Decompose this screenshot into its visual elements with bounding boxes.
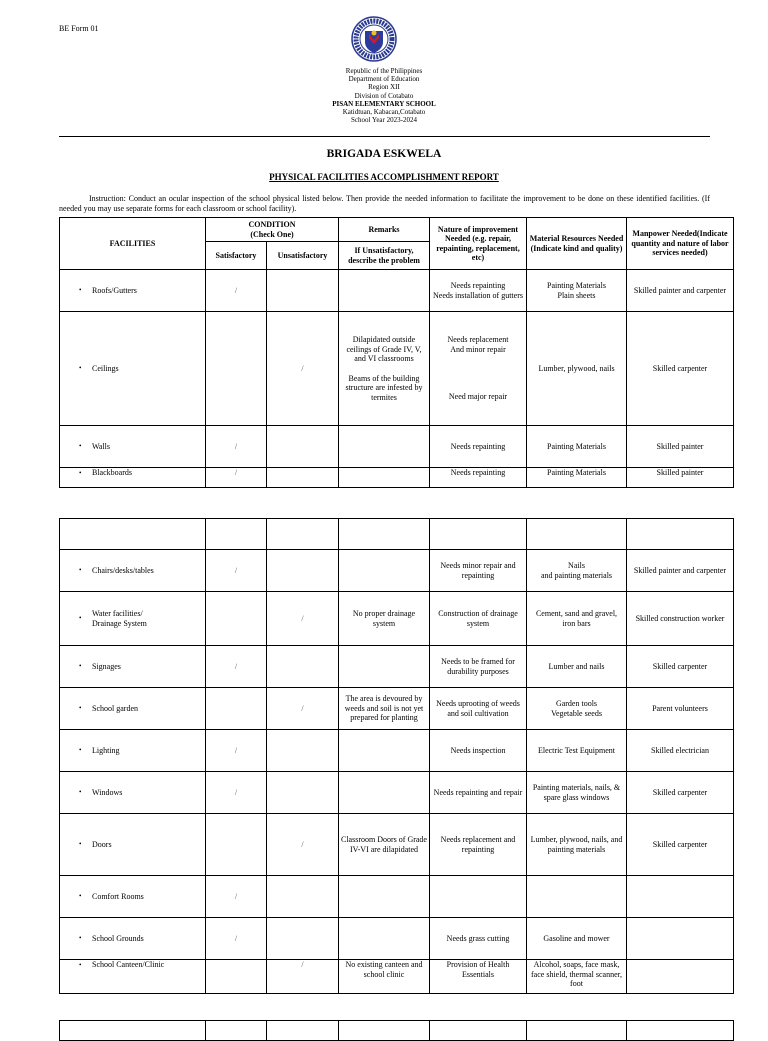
school-year: School Year 2023-2024 <box>351 116 417 125</box>
facility-cell: • Comfort Rooms <box>60 876 206 918</box>
manpower-cell: Parent volunteers <box>627 688 734 730</box>
satisfactory-mark <box>206 814 267 876</box>
remarks-line: Beams of the building structure are infested by termites <box>345 373 423 402</box>
manpower-cell: Skilled construction worker <box>627 592 734 646</box>
nature-cell: Needs replacement and repainting <box>430 814 527 876</box>
facility-cell: • Walls <box>60 426 206 468</box>
satisfactory-mark: / <box>206 918 267 960</box>
satisfactory-mark: / <box>206 550 267 592</box>
remarks-cell <box>339 468 430 488</box>
facility-cell: • Lighting <box>60 730 206 772</box>
nature-cell: Needs to be framed for durability purposes <box>430 646 527 688</box>
facility-cell: •Water facilities/ Drainage System <box>60 592 206 646</box>
unsatisfactory-mark <box>267 730 339 772</box>
remarks-cell <box>339 270 430 312</box>
satisfactory-mark <box>206 960 267 994</box>
nature-cell: Needs minor repair and repainting <box>430 550 527 592</box>
material-cell: Gasoline and mower <box>527 918 627 960</box>
table-row <box>60 814 734 876</box>
facility-cell: • School Canteen/Clinic <box>60 960 206 994</box>
unsatisfactory-mark <box>267 426 339 468</box>
material-cell: Painting materials, nails, & spare glass windows <box>527 772 627 814</box>
unsatisfactory-mark: / <box>267 814 339 876</box>
nature-line: Needs replacement And minor repair <box>447 335 509 354</box>
manpower-cell: Skilled carpenter <box>627 772 734 814</box>
nature-cell: Needs uprooting of weeds and soil cultivation <box>430 688 527 730</box>
remarks-cell <box>339 312 430 426</box>
manpower-cell <box>627 918 734 960</box>
table-row <box>60 772 734 814</box>
unsatisfactory-mark <box>267 876 339 918</box>
manpower-cell: Skilled carpenter <box>627 312 734 426</box>
facility-cell: • Windows <box>60 772 206 814</box>
manpower-cell: Skilled painter and carpenter <box>627 270 734 312</box>
col-material: Material Resources Needed (Indicate kind and quality) <box>527 218 627 270</box>
header-divider <box>59 136 710 137</box>
manpower-cell: Skilled painter and carpenter <box>627 550 734 592</box>
unsatisfactory-mark <box>267 550 339 592</box>
facility-cell: • School Grounds <box>60 918 206 960</box>
facility-cell: • Ceilings <box>60 312 206 426</box>
table-row <box>60 312 734 426</box>
remarks-cell: No existing canteen and school clinic <box>339 960 430 994</box>
unsatisfactory-mark <box>267 270 339 312</box>
table-row <box>60 646 734 688</box>
material-cell: Painting Materials Plain sheets <box>527 270 627 312</box>
satisfactory-mark: / <box>206 876 267 918</box>
table-row <box>60 688 734 730</box>
col-remarks: Remarks <box>339 218 430 242</box>
report-subtitle: PHYSICAL FACILITIES ACCOMPLISHMENT REPORT <box>269 172 499 182</box>
remarks-cell <box>339 426 430 468</box>
material-cell: Nails and painting materials <box>527 550 627 592</box>
remarks-cell <box>339 918 430 960</box>
facilities-table-page2 <box>59 518 734 994</box>
table-row <box>60 426 734 468</box>
form-code: BE Form 01 <box>59 24 99 33</box>
manpower-cell: Skilled electrician <box>627 730 734 772</box>
satisfactory-mark <box>206 688 267 730</box>
col-satisfactory: Satisfactory <box>206 242 267 270</box>
manpower-cell: Skilled painter <box>627 426 734 468</box>
satisfactory-mark <box>206 312 267 426</box>
table-row <box>60 960 734 994</box>
satisfactory-mark: / <box>206 270 267 312</box>
table-row <box>60 468 734 488</box>
nature-cell: Needs repainting and repair <box>430 772 527 814</box>
col-nature: Nature of improvement Needed (e.g. repair, repainting, replacement, etc) <box>430 218 527 270</box>
manpower-cell: Skilled carpenter <box>627 646 734 688</box>
department-line: Department of Education <box>348 75 420 84</box>
col-unsatisfactory: Unsatisfactory <box>267 242 339 270</box>
col-manpower: Manpower Needed(Indicate quantity and nature of labor services needed) <box>627 218 734 270</box>
material-cell: Lumber, plywood, nails <box>527 312 627 426</box>
remarks-cell <box>339 550 430 592</box>
unsatisfactory-mark: / <box>267 688 339 730</box>
remarks-cell: Classroom Doors of Grade IV-VI are dilapidated <box>339 814 430 876</box>
school-name: PISAN ELEMENTARY SCHOOL <box>332 99 436 108</box>
nature-cell: Provision of Health Essentials <box>430 960 527 994</box>
facility-cell: • Blackboards <box>60 468 206 488</box>
remarks-line: Dilapidated outside ceilings of Grade IV, V, and VI classrooms <box>346 335 422 363</box>
unsatisfactory-mark <box>267 468 339 488</box>
table-row <box>60 876 734 918</box>
blank-header-row <box>60 519 734 550</box>
remarks-cell <box>339 646 430 688</box>
facilities-table-page3 <box>59 1020 734 1041</box>
nature-cell: Needs grass cutting <box>430 918 527 960</box>
col-remarks-sub: If Unsatisfactory, describe the problem <box>339 242 430 270</box>
facilities-table-page1 <box>59 217 734 488</box>
manpower-cell: Skilled carpenter <box>627 814 734 876</box>
instruction-text: Instruction: Conduct an ocular inspection of the school physical listed below. Then provide the needed information to facilitate the improvement to be done on these identified facilities. (If needed you may use separate forms for each classroom or school facility). <box>59 194 710 213</box>
facility-cell: • Doors <box>60 814 206 876</box>
unsatisfactory-mark: / <box>267 960 339 994</box>
material-cell: Garden tools Vegetable seeds <box>527 688 627 730</box>
nature-cell: Needs repainting <box>430 468 527 488</box>
col-facilities: FACILITIES <box>60 218 206 270</box>
school-address: Katidtuan, Kabacan,Cotabato <box>342 108 426 117</box>
table-row <box>60 592 734 646</box>
division-line: Division of Cotabato <box>354 91 414 100</box>
region-line: Region XII <box>368 83 400 92</box>
nature-cell: Needs inspection <box>430 730 527 772</box>
nature-cell: Needs repainting <box>430 426 527 468</box>
unsatisfactory-mark <box>267 918 339 960</box>
manpower-cell <box>627 960 734 994</box>
material-cell: Electric Test Equipment <box>527 730 627 772</box>
remarks-cell <box>339 876 430 918</box>
manpower-cell <box>627 876 734 918</box>
nature-cell: Construction of drainage system <box>430 592 527 646</box>
material-cell: Lumber, plywood, nails, and painting materials <box>527 814 627 876</box>
col-condition: CONDITION (Check One) <box>206 218 339 242</box>
nature-cell <box>430 312 527 426</box>
unsatisfactory-mark <box>267 646 339 688</box>
satisfactory-mark: / <box>206 646 267 688</box>
unsatisfactory-mark: / <box>267 592 339 646</box>
nature-cell: Needs repainting Needs installation of gutters <box>430 270 527 312</box>
manpower-cell: Skilled painter <box>627 468 734 488</box>
table-row <box>60 918 734 960</box>
nature-cell <box>430 876 527 918</box>
unsatisfactory-mark: / <box>267 312 339 426</box>
facility-cell: • Signages <box>60 646 206 688</box>
satisfactory-mark: / <box>206 772 267 814</box>
deped-seal-icon <box>351 16 397 62</box>
material-cell: Lumber and nails <box>527 646 627 688</box>
table-row <box>60 730 734 772</box>
material-cell: Alcohol, soaps, face mask, face shield, thermal scanner, foot <box>527 960 627 994</box>
table-row <box>60 270 734 312</box>
page-title: BRIGADA ESKWELA <box>326 148 442 160</box>
facility-cell: • Roofs/Gutters <box>60 270 206 312</box>
remarks-cell <box>339 772 430 814</box>
satisfactory-mark: / <box>206 426 267 468</box>
table-row <box>60 550 734 592</box>
satisfactory-mark: / <box>206 468 267 488</box>
material-cell: Painting Materials <box>527 468 627 488</box>
republic-line: Republic of the Philippines <box>345 67 423 75</box>
nature-line: Need major repair <box>448 392 508 402</box>
letterhead <box>0 67 768 124</box>
remarks-cell: The area is devoured by weeds and soil is not yet prepared for planting <box>339 688 430 730</box>
remarks-cell: No proper drainage system <box>339 592 430 646</box>
material-cell: Painting Materials <box>527 426 627 468</box>
unsatisfactory-mark <box>267 772 339 814</box>
facility-cell: • School garden <box>60 688 206 730</box>
satisfactory-mark <box>206 592 267 646</box>
satisfactory-mark: / <box>206 730 267 772</box>
remarks-cell <box>339 730 430 772</box>
material-cell <box>527 876 627 918</box>
material-cell: Cement, sand and gravel, iron bars <box>527 592 627 646</box>
facility-cell: • Chairs/desks/tables <box>60 550 206 592</box>
